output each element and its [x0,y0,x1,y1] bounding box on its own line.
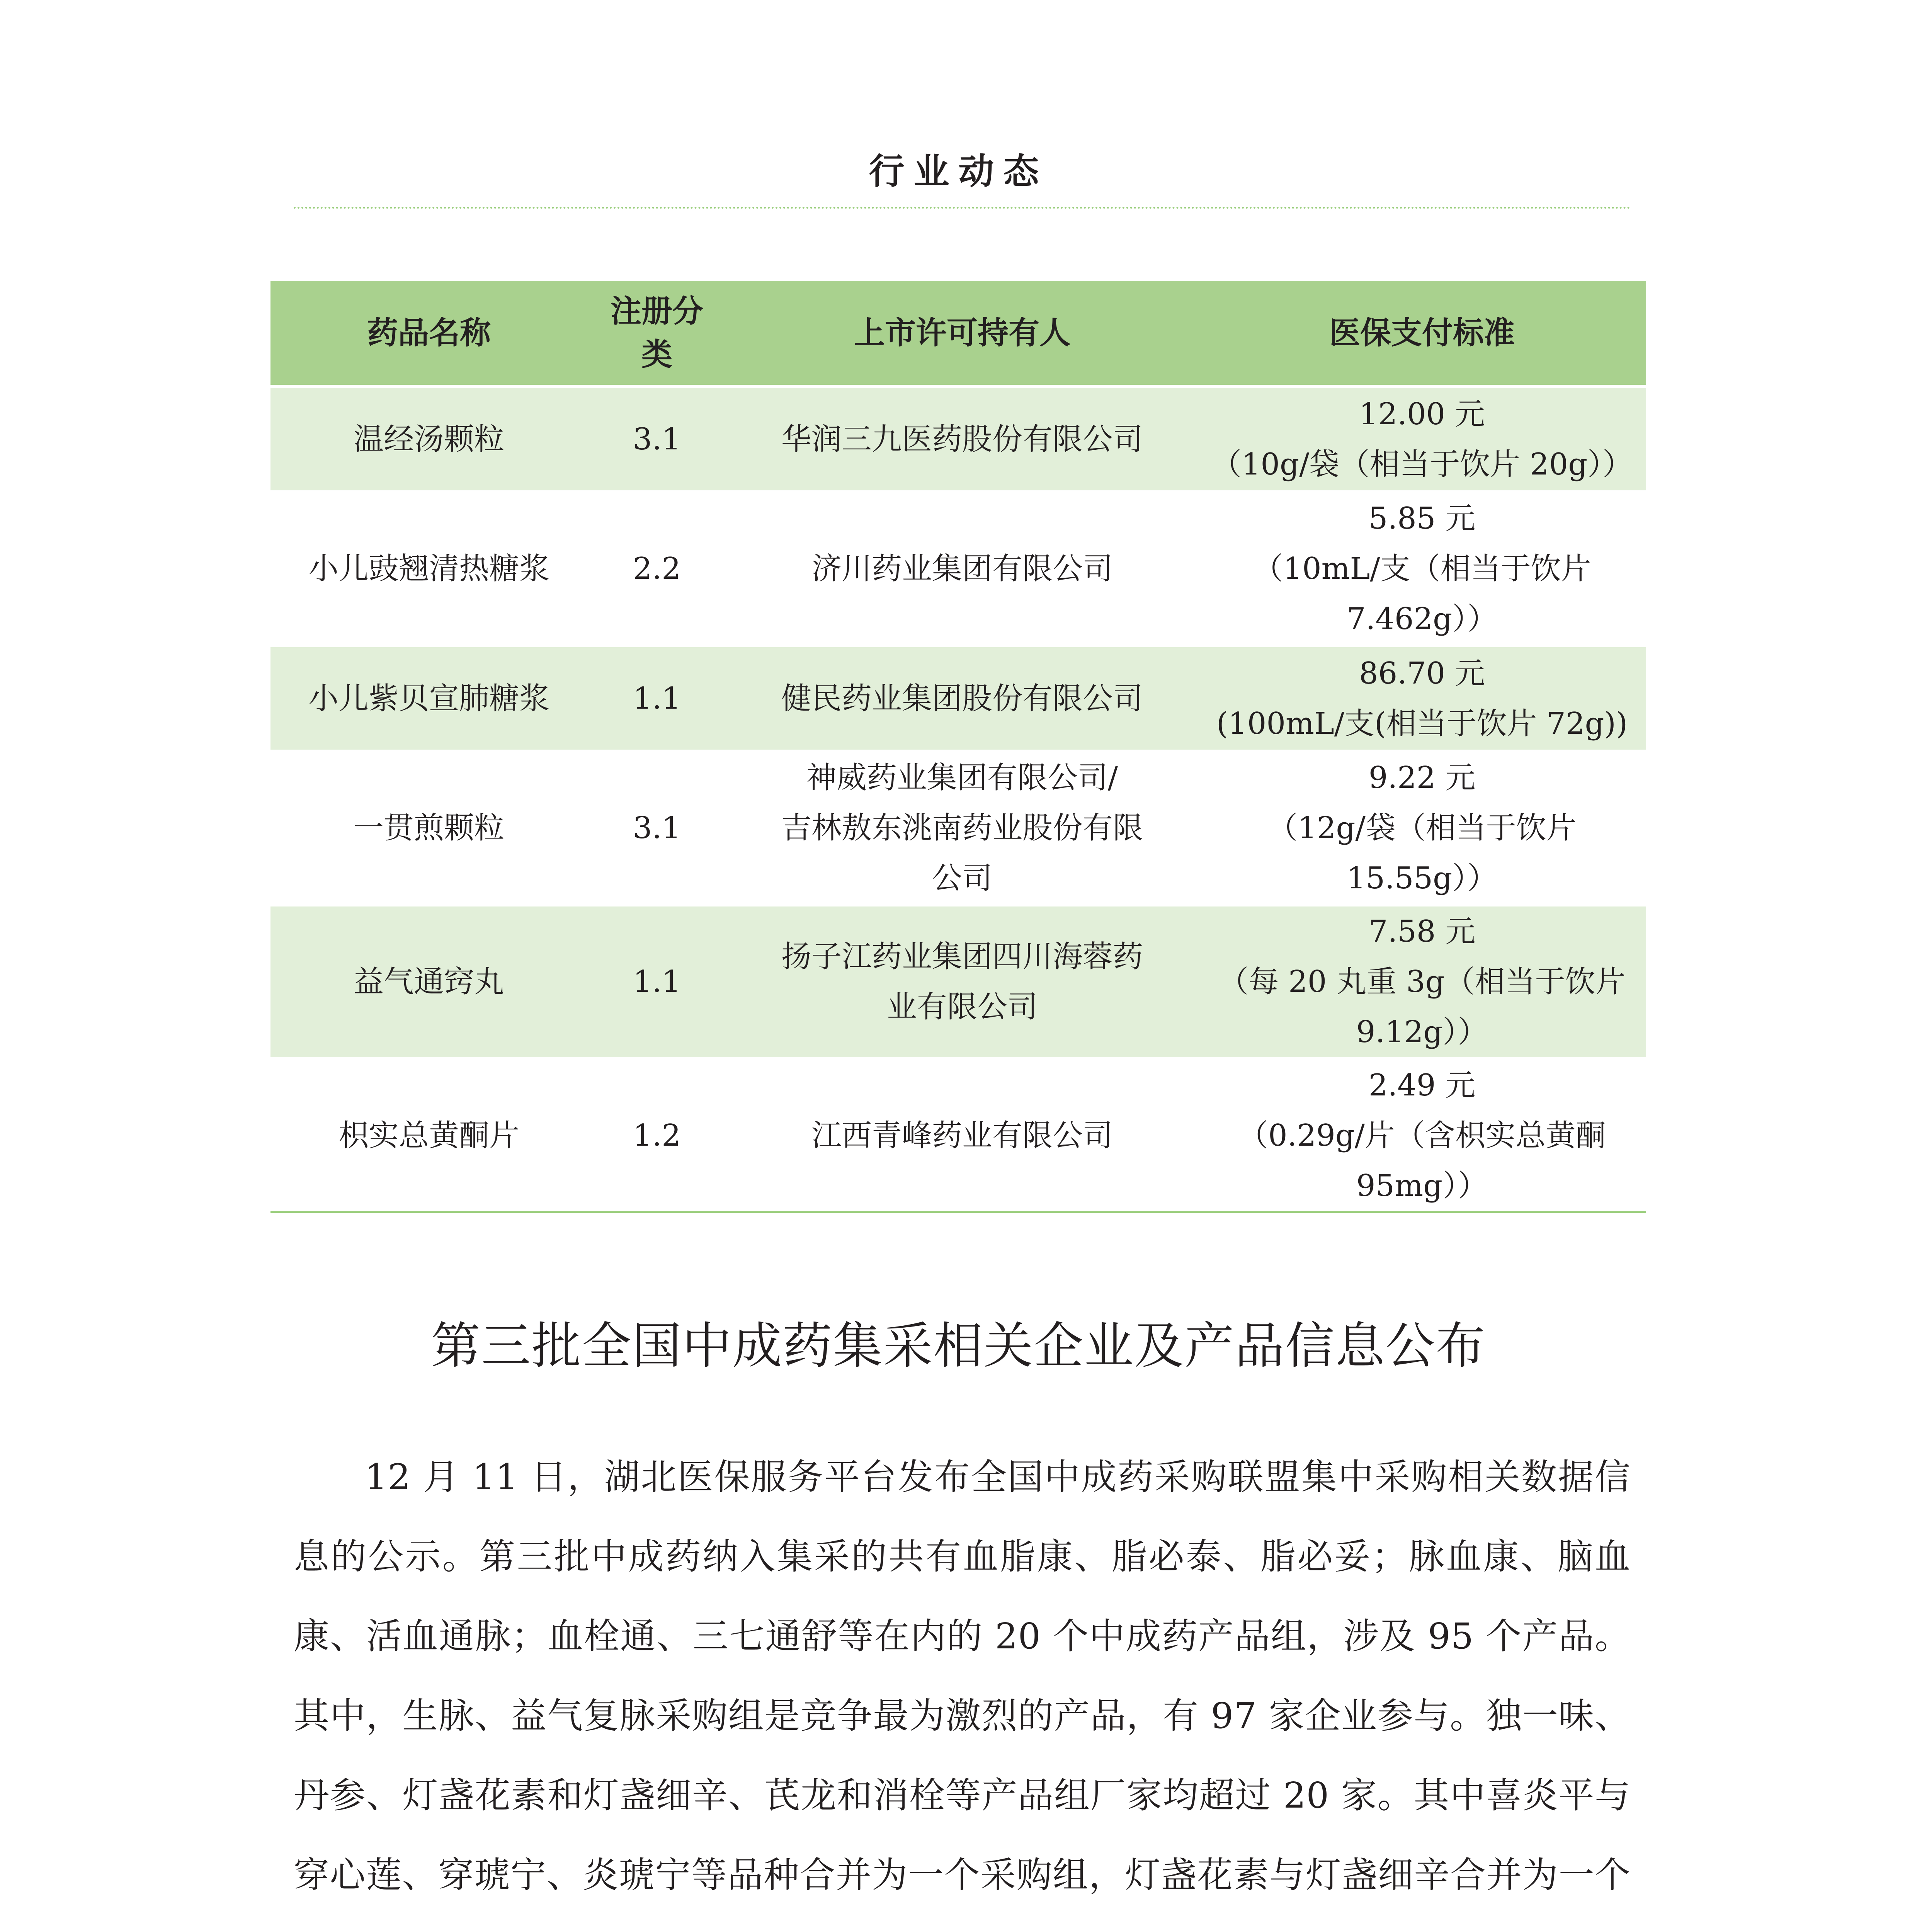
drug-name-cell: 一贯煎颗粒 [270,751,587,905]
table-row [270,386,1646,492]
column-header-drug-name: 药品名称 [270,281,587,386]
registration-category-cell: 1.1 [587,646,726,751]
column-header-license-holder: 上市许可持有人 [726,281,1198,386]
license-holder-cell [726,492,1198,646]
payment-spec: 9.12g）） [1356,1015,1488,1049]
payment-standard-cell [1198,646,1646,751]
drug-price-table [270,281,1646,1213]
payment-standard-cell [1198,1059,1646,1212]
payment-standard-cell [1198,492,1646,646]
license-holder-cell [726,646,1198,751]
license-holder-line: 吉林敖东洮南药业股份有限 [781,811,1143,845]
license-holder-line: 神威药业集团有限公司/ [806,760,1118,795]
column-header-registration-category: 注册分类 [587,281,726,386]
payment-spec: (100mL/支(相当于饮片 72g)) [1216,706,1628,741]
drug-name-cell: 小儿紫贝宣肺糖浆 [270,646,587,751]
drug-name-cell: 温经汤颗粒 [270,386,587,492]
payment-spec: （每 20 丸重 3g（相当于饮片 [1218,964,1626,999]
section-header: 行业动态 [869,151,1048,192]
payment-spec: 15.55g）） [1346,861,1498,896]
drug-name-cell: 小儿豉翘清热糖浆 [270,492,587,646]
article-body [294,1437,1631,1932]
header-divider [294,207,1631,209]
payment-spec: （12g/袋（相当于饮片 [1267,811,1577,845]
payment-standard-cell [1198,905,1646,1059]
column-header-payment-standard: 医保支付标准 [1198,281,1646,386]
license-holder-cell [726,1059,1198,1212]
license-holder-cell [726,386,1198,492]
payment-price: 2.49 元 [1368,1068,1476,1103]
license-holder-line: 公司 [932,861,992,896]
payment-price: 12.00 元 [1359,396,1485,432]
registration-category-cell: 1.2 [587,1059,726,1212]
registration-category-cell: 2.2 [587,492,726,646]
payment-spec: （10g/袋（相当于饮片 20g）） [1211,447,1633,482]
payment-price: 9.22 元 [1368,760,1476,795]
table-row [270,1059,1646,1212]
payment-price: 5.85 元 [1368,501,1476,536]
payment-standard-cell [1198,386,1646,492]
payment-price: 86.70 元 [1359,656,1485,691]
registration-category-cell: 1.1 [587,905,726,1059]
table-row [270,646,1646,751]
payment-spec: 95mg）） [1356,1168,1488,1203]
article-title: 第三批全国中成药集采相关企业及产品信息公布 [431,1317,1486,1375]
license-holder-line: 江西青峰药业有限公司 [811,1118,1113,1153]
table-row [270,492,1646,646]
license-holder-cell [726,905,1198,1059]
license-holder-line: 扬子江药业集团四川海蓉药 [781,939,1143,974]
license-holder-line: 济川药业集团有限公司 [811,551,1113,586]
license-holder-line: 健民药业集团股份有限公司 [781,681,1143,716]
payment-price: 7.58 元 [1368,914,1476,949]
payment-spec: （0.29g/片（含枳实总黄酮 [1238,1118,1606,1153]
payment-standard-cell [1198,751,1646,905]
registration-category-cell: 3.1 [587,751,726,905]
license-holder-line: 业有限公司 [886,990,1038,1024]
drug-name-cell: 枳实总黄酮片 [270,1059,587,1212]
payment-spec: 7.462g）） [1346,602,1498,636]
registration-category-cell: 3.1 [587,386,726,492]
license-holder-cell [726,751,1198,905]
payment-spec: （10mL/支（相当于饮片 [1253,551,1591,586]
license-holder-line: 华润三九医药股份有限公司 [781,422,1143,457]
table-header-row [270,281,1646,386]
article-paragraph: 12 月 11 日，湖北医保服务平台发布全国中成药采购联盟集中采购相关数据信息的公示。第三批中成药纳入集采的共有血脂康、脂必泰、脂必妥；脉血康、脑血康、活血通脉；血栓通、三七通舒等在内的 20 个中成药产品组，涉及 95 个产品。其中，生脉、益气复脉采购组是竞争最为激烈的产品，有 97 家企业参与。独一味、丹参、灯盏花素和灯盏细辛、芪龙和消栓等产品组厂家均超过 20 家。其中喜炎平与穿心莲、穿琥宁、炎琥宁等品种合并为一个采购组，灯盏花素与灯盏细辛合并为一个 [294,1456,1631,1896]
table-row [270,751,1646,905]
table-row [270,905,1646,1059]
drug-name-cell: 益气通窍丸 [270,905,587,1059]
